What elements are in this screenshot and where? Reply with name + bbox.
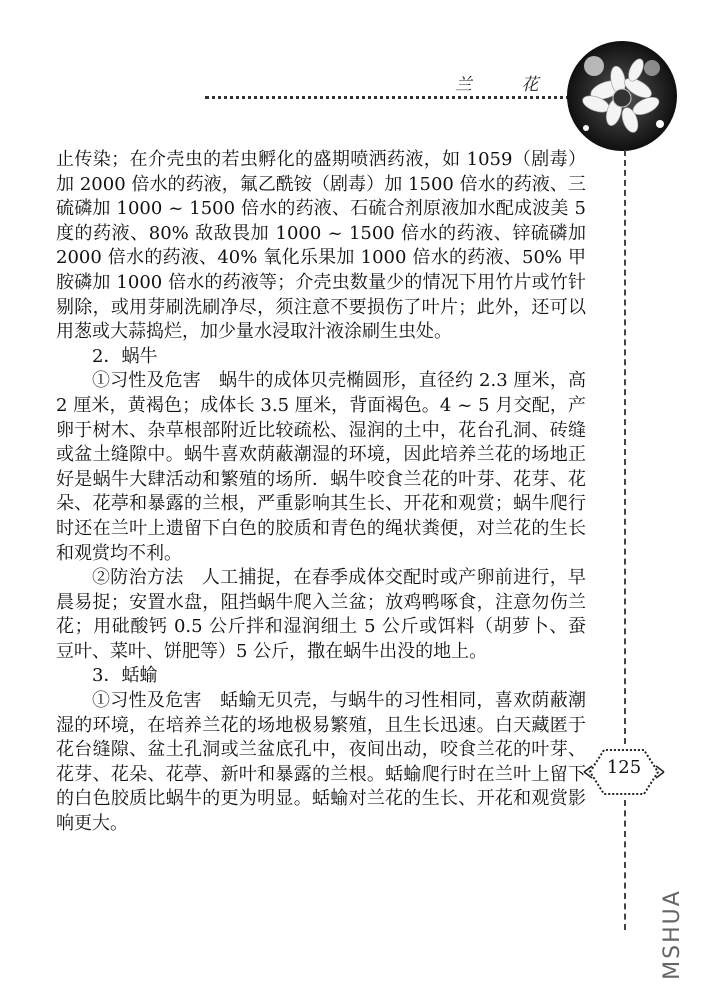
section-heading-slug: 3．蛞蝓 bbox=[92, 665, 158, 687]
paragraph: ①习性及危害 蜗牛的成体贝壳椭圆形，直径约 2.3 厘米，高 2 厘米，黄褐色；成体长 3.5 厘米，背面褐色。4 ~ 5 月交配，产卵于树木、杂草根部附近比较疏松、湿润的土中，花台孔洞、砖缝或盆土缝隙中。蜗牛喜欢荫蔽潮湿的环境，因此培养兰花的场地正好是蜗牛大肆活动和繁殖的场所．蜗牛咬食兰花的叶芽、花芽、花朵、花葶和暴露的兰根，严重影响其生长、开花和观赏；蜗牛爬行时还在兰叶上遗留下白色的胶质和青色的绳状粪便，对兰花的生长和观赏均不利。 bbox=[56, 370, 586, 564]
paragraph: ②防治方法 人工捕捉，在春季成体交配时或产卵前进行，早晨易捉；安置水盘，阻挡蜗牛爬入兰盆；放鸡鸭啄食，注意勿伤兰花；用砒酸钙 0.5 公斤拌和湿润细土 5 公斤或饵料（胡萝卜、蚕豆叶、菜叶、饼肥等）5 公斤，撒在蜗牛出没的地上。 bbox=[56, 567, 586, 662]
paragraph: ①习性及危害 蛞蝓无贝壳，与蜗牛的习性相同，喜欢荫蔽潮湿的环境，在培养兰花的场地极易繁殖，且生长迅速。白天藏匿于花台缝隙、盆土孔洞或兰盆底孔中，夜间出动，咬食兰花的叶芽、花芽、花朵、花葶、新叶和暴露的兰根。蛞蝓爬行时在兰叶上留下的白色胶质比蜗牛的更为明显。蛞蝓对兰花的生长、开花和观赏影响更大。 bbox=[56, 690, 586, 835]
body-text bbox=[56, 148, 586, 837]
paragraph: 止传染；在介壳虫的若虫孵化的盛期喷洒药液，如 1059（剧毒）加 2000 倍水的药液，氟乙酰铵（剧毒）加 1500 倍水的药液、三硫磷加 1000 ~ 1500 倍水的药液、石硫合剂原液加水配成波美 5 度的药液、80% 敌敌畏加 1000 ~ 1500 倍水的药液、锌硫磷加 2000 倍水的药液、40% 氧化乐果加 1000 倍水的药液、50% 甲胺磷加 1000 倍水的药液等；介壳虫数量少的情况下用竹片或竹针剔除，或用芽刷洗刷净尽，须注意不要损伤了叶片；此外，还可以用葱或大蒜捣烂，加少量水浸取汁液涂刷生虫处。 bbox=[56, 149, 586, 343]
page-header bbox=[0, 0, 708, 140]
watermark-text: MSHUA bbox=[659, 889, 685, 980]
section-heading-snail: 2．蜗牛 bbox=[92, 345, 158, 367]
margin-dashed-rule-lower bbox=[624, 800, 626, 930]
header-dotted-rule bbox=[205, 96, 577, 99]
margin-dashed-rule bbox=[624, 150, 626, 744]
running-title: 兰 花 bbox=[455, 75, 561, 95]
page-number: 125 bbox=[606, 757, 642, 778]
flower-photo-icon bbox=[566, 40, 678, 152]
watermark bbox=[659, 880, 697, 990]
